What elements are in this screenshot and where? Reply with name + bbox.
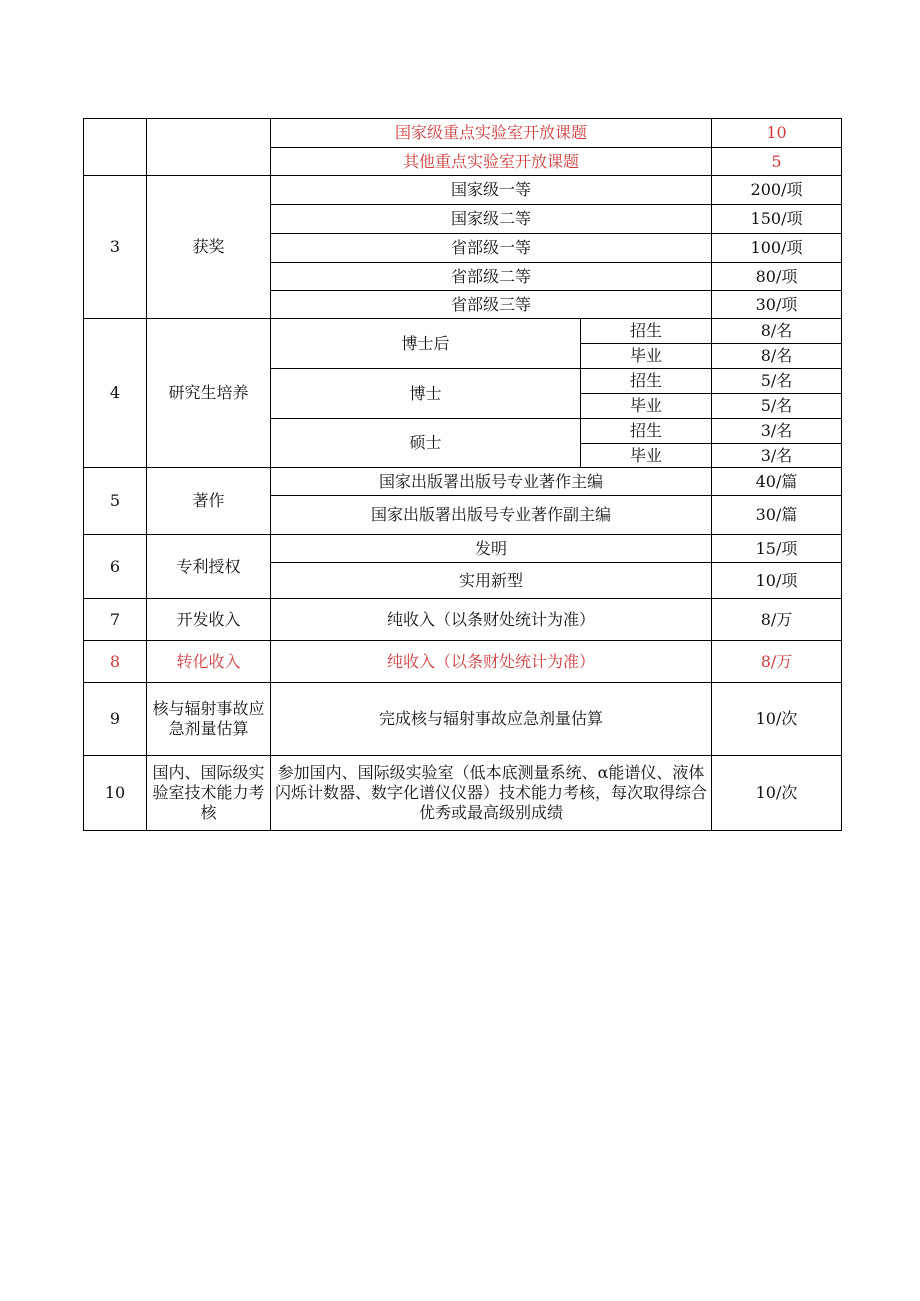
category-label: 研究生培养 [147,319,271,468]
item-score: 150/项 [712,205,842,234]
sub-item-label: 招生 [581,419,712,444]
item-score: 40/篇 [712,468,842,496]
item-score: 30/篇 [712,496,842,535]
row-number: 4 [84,319,147,468]
item-label: 国家级二等 [271,205,712,234]
row-number: 6 [84,535,147,599]
score-table [83,118,842,831]
item-score: 100/项 [712,234,842,263]
item-score: 3/名 [712,419,842,444]
item-label: 国家出版署出版号专业著作主编 [271,468,712,496]
item-score: 8/名 [712,344,842,369]
item-label: 省部级三等 [271,291,712,319]
row-number: 5 [84,468,147,535]
category-label: 核与辐射事故应急剂量估算 [147,683,271,756]
row-number-cell [84,119,147,176]
sub-item-label: 毕业 [581,344,712,369]
category-label: 开发收入 [147,599,271,641]
item-score: 8/名 [712,319,842,344]
item-label: 国家级一等 [271,176,712,205]
item-score: 10 [712,119,842,148]
row-number: 8 [84,641,147,683]
sub-item-label: 招生 [581,369,712,394]
category-label: 著作 [147,468,271,535]
table-row [84,176,842,205]
row-number: 7 [84,599,147,641]
item-score: 10/次 [712,683,842,756]
item-score: 3/名 [712,444,842,468]
item-label: 参加国内、国际级实验室（低本底测量系统、α能谱仪、液体闪烁计数器、数字化谱仪仪器）技术能力考核，每次取得综合优秀或最高级别成绩 [271,756,712,831]
table-row [84,468,842,496]
item-score: 5 [712,148,842,176]
row-number: 3 [84,176,147,319]
item-label: 完成核与辐射事故应急剂量估算 [271,683,712,756]
table-row [84,119,842,148]
row-number: 9 [84,683,147,756]
item-label: 实用新型 [271,563,712,599]
table-row [84,683,842,756]
item-score: 200/项 [712,176,842,205]
item-label: 省部级二等 [271,263,712,291]
sub-item-label: 毕业 [581,444,712,468]
item-label: 其他重点实验室开放课题 [271,148,712,176]
table-row [84,319,842,344]
item-score: 5/名 [712,369,842,394]
table-row [84,535,842,563]
item-score: 5/名 [712,394,842,419]
table-row [84,641,842,683]
item-label: 纯收入（以条财处统计为准） [271,599,712,641]
group-label: 博士 [271,369,581,419]
item-label: 发明 [271,535,712,563]
category-label: 转化收入 [147,641,271,683]
item-label: 国家级重点实验室开放课题 [271,119,712,148]
item-score: 30/项 [712,291,842,319]
item-label: 纯收入（以条财处统计为准） [271,641,712,683]
table-row [84,599,842,641]
category-cell [147,119,271,176]
item-score: 10/次 [712,756,842,831]
table-row [84,756,842,831]
sub-item-label: 毕业 [581,394,712,419]
item-label: 国家出版署出版号专业著作副主编 [271,496,712,535]
group-label: 硕士 [271,419,581,468]
item-label: 省部级一等 [271,234,712,263]
item-score: 15/项 [712,535,842,563]
row-number: 10 [84,756,147,831]
category-label: 获奖 [147,176,271,319]
item-score: 8/万 [712,641,842,683]
sub-item-label: 招生 [581,319,712,344]
group-label: 博士后 [271,319,581,369]
item-score: 8/万 [712,599,842,641]
category-label: 专利授权 [147,535,271,599]
item-score: 10/项 [712,563,842,599]
category-label: 国内、国际级实验室技术能力考核 [147,756,271,831]
item-score: 80/项 [712,263,842,291]
